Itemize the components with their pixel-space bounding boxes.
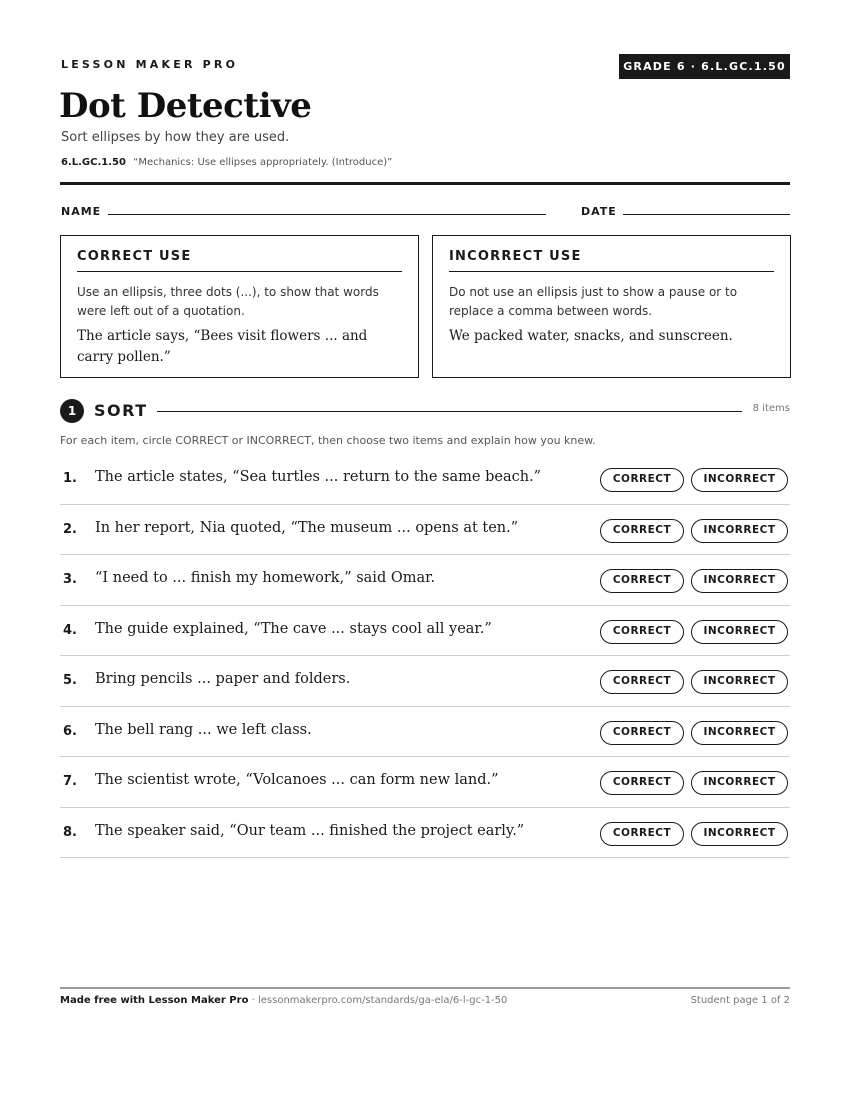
sort-item <box>60 555 790 606</box>
correct-option[interactable]: CORRECT <box>600 468 684 492</box>
page-title: Dot Detective <box>59 86 312 126</box>
date-field[interactable] <box>623 214 790 215</box>
item-sentence: The guide explained, “The cave ... stays cool all year.” <box>95 620 492 637</box>
section-divider <box>157 411 742 412</box>
item-number: 8. <box>63 824 77 840</box>
sort-item <box>60 606 790 657</box>
standard-code: 6.L.GC.1.50 <box>61 157 126 168</box>
incorrect-option[interactable]: INCORRECT <box>691 468 788 492</box>
grade-badge: GRADE 6 · 6.L.GC.1.50 <box>619 54 790 79</box>
date-label: DATE <box>581 205 617 218</box>
brand-name: LESSON MAKER PRO <box>61 58 239 71</box>
item-sentence: The article states, “Sea turtles ... return to the same beach.” <box>95 469 542 485</box>
standard-description: “Mechanics: Use ellipses appropriately. (Introduce)” <box>133 157 393 168</box>
sort-item <box>60 808 790 859</box>
item-number: 2. <box>63 521 77 537</box>
sort-item <box>60 505 790 556</box>
sort-item <box>60 454 790 505</box>
item-number: 6. <box>63 723 77 739</box>
section-number-badge: 1 <box>60 399 84 423</box>
footer-made-with: Made free with Lesson Maker Pro <box>60 995 249 1006</box>
correct-option[interactable]: CORRECT <box>600 721 684 745</box>
correct-option[interactable]: CORRECT <box>600 569 684 593</box>
name-label: NAME <box>61 205 102 218</box>
incorrect-option[interactable]: INCORRECT <box>691 670 788 694</box>
item-sentence: The scientist wrote, “Volcanoes ... can form new land.” <box>95 772 499 788</box>
incorrect-use-box <box>432 235 791 378</box>
item-number: 3. <box>63 572 77 587</box>
section-title: SORT <box>94 401 148 420</box>
incorrect-option[interactable]: INCORRECT <box>691 771 788 795</box>
incorrect-use-example: We packed water, snacks, and sunscreen. <box>449 328 733 344</box>
sort-item <box>60 707 790 758</box>
correct-option[interactable]: CORRECT <box>600 771 684 795</box>
footer-divider <box>60 987 790 989</box>
correct-use-description: Use an ellipsis, three dots (...), to show that words were left out of a quotation. <box>77 285 379 318</box>
correct-use-title: CORRECT USE <box>77 249 402 272</box>
item-sentence: The bell rang ... we left class. <box>95 721 312 738</box>
correct-option[interactable]: CORRECT <box>600 519 684 543</box>
incorrect-option[interactable]: INCORRECT <box>691 721 788 745</box>
standard-line <box>61 157 392 168</box>
item-sentence: “I need to ... finish my homework,” said Omar. <box>95 570 436 586</box>
correct-option[interactable]: CORRECT <box>600 822 684 846</box>
incorrect-option[interactable]: INCORRECT <box>691 822 788 846</box>
item-number: 7. <box>63 774 77 789</box>
correct-option[interactable]: CORRECT <box>600 620 684 644</box>
item-sentence: The speaker said, “Our team ... finished the project early.” <box>95 822 525 839</box>
sort-item-list <box>60 454 790 858</box>
page-subtitle: Sort ellipses by how they are used. <box>61 130 290 145</box>
item-number: 4. <box>63 622 77 638</box>
correct-use-example: The article says, “Bees visit flowers ... and carry pollen.” <box>77 328 368 365</box>
section-instructions: For each item, circle CORRECT or INCORRECT, then choose two items and explain how you knew. <box>60 434 596 447</box>
item-sentence: Bring pencils ... paper and folders. <box>95 671 351 687</box>
item-sentence: In her report, Nia quoted, “The museum ... opens at ten.” <box>95 519 519 536</box>
item-number: 1. <box>63 471 77 486</box>
correct-use-box <box>60 235 419 378</box>
sort-item <box>60 656 790 707</box>
section-item-count: 8 items <box>752 403 790 414</box>
footer-page-number: Student page 1 of 2 <box>690 995 790 1006</box>
incorrect-use-title: INCORRECT USE <box>449 249 774 272</box>
item-number: 5. <box>63 673 77 688</box>
incorrect-option[interactable]: INCORRECT <box>691 519 788 543</box>
incorrect-option[interactable]: INCORRECT <box>691 569 788 593</box>
header-divider <box>60 182 790 185</box>
incorrect-option[interactable]: INCORRECT <box>691 620 788 644</box>
correct-option[interactable]: CORRECT <box>600 670 684 694</box>
footer-credit <box>60 995 507 1006</box>
footer-url[interactable]: · lessonmakerpro.com/standards/ga-ela/6-l-gc-1-50 <box>248 995 508 1006</box>
name-field[interactable] <box>108 214 546 215</box>
sort-item <box>60 757 790 808</box>
incorrect-use-description: Do not use an ellipsis just to show a pause or to replace a comma between words. <box>449 285 738 318</box>
